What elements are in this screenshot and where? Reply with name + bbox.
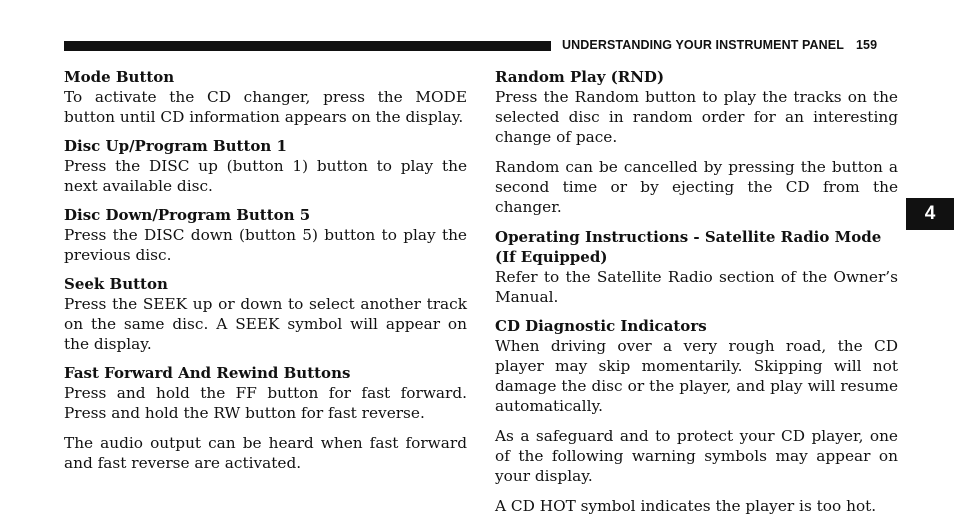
- left-column: [64, 67, 467, 482]
- section-paragraph: When driving over a very rough road, the CD player may skip momentarily. Skipping will not damage the disc or the player, and play will resume automatically.: [495, 337, 898, 415]
- running-header: [562, 38, 877, 52]
- section-disc-up: [64, 136, 467, 196]
- section-satellite-radio: [495, 227, 898, 307]
- section-seek-button: [64, 274, 467, 354]
- right-column: [495, 67, 898, 525]
- section-paragraph: Press and hold the FF button for fast forward. Press and hold the RW button for fast reverse.: [64, 384, 467, 422]
- section-heading: Disc Up/Program Button 1: [64, 137, 287, 155]
- section-disc-down: [64, 205, 467, 265]
- chapter-tab: 4: [906, 198, 954, 230]
- section-paragraph: Press the DISC up (button 1) button to play the next available disc.: [64, 157, 467, 195]
- page-number: 159: [855, 38, 878, 52]
- section-paragraph: As a safeguard and to protect your CD player, one of the following warning symbols may appear on your display.: [495, 427, 898, 485]
- section-mode-button: [64, 67, 467, 127]
- section-cd-diagnostic: [495, 316, 898, 516]
- section-heading: Mode Button: [64, 68, 175, 86]
- section-heading: Random Play (RND): [495, 68, 665, 86]
- section-heading: Seek Button: [64, 275, 168, 293]
- section-paragraph: Press the Random button to play the tracks on the selected disc in random order for an interesting change of pace.: [495, 88, 898, 146]
- section-random-play: [495, 67, 898, 217]
- header-title: UNDERSTANDING YOUR INSTRUMENT PANEL: [562, 38, 844, 52]
- section-heading: Fast Forward And Rewind Buttons: [64, 364, 351, 382]
- section-paragraph: Press the DISC down (button 5) button to play the previous disc.: [64, 226, 467, 264]
- section-paragraph: To activate the CD changer, press the MODE button until CD information appears on the display.: [64, 88, 467, 126]
- section-paragraph: Refer to the Satellite Radio section of the Owner’s Manual.: [495, 268, 898, 306]
- section-paragraph: Press the SEEK up or down to select another track on the same disc. A SEEK symbol will appear on the display.: [64, 295, 467, 353]
- header-rule: [64, 41, 551, 51]
- section-heading: Disc Down/Program Button 5: [64, 206, 311, 224]
- section-paragraph: A CD HOT symbol indicates the player is too hot.: [495, 497, 877, 515]
- section-heading: CD Diagnostic Indicators: [495, 317, 707, 335]
- section-heading: Operating Instructions - Satellite Radio Mode (If Equipped): [495, 228, 882, 266]
- section-paragraph: The audio output can be heard when fast forward and fast reverse are activated.: [64, 434, 467, 472]
- section-paragraph: Random can be cancelled by pressing the button a second time or by ejecting the CD from the changer.: [495, 158, 898, 216]
- section-fast-forward-rewind: [64, 363, 467, 473]
